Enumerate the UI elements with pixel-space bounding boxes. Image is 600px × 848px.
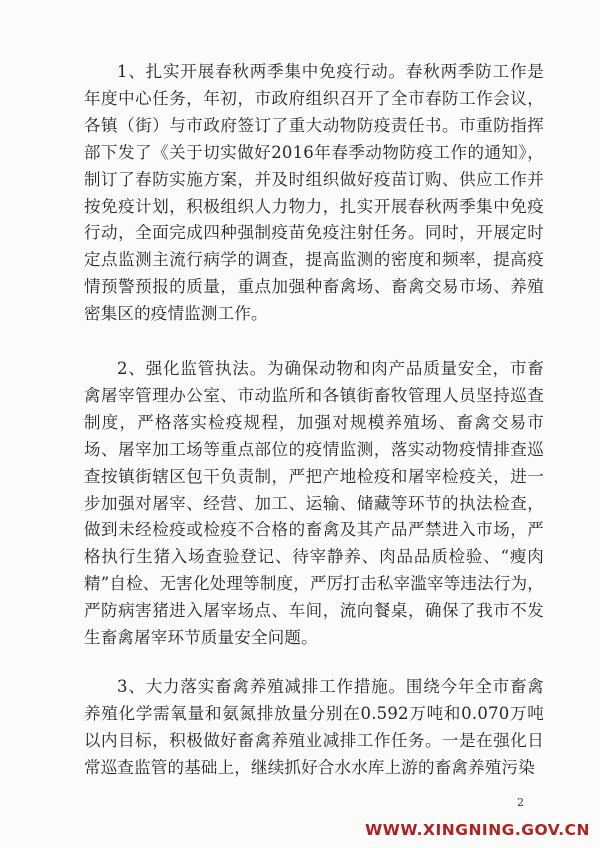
paragraph-3: 3、大力落实畜禽养殖减排工作措施。围绕今年全市畜禽养殖化学需氧量和氨氮排放量分别在0.592万吨和0.070万吨以内目标，积极做好畜禽养殖业减排工作任务。一是在强化日常巡查监管的基础上，继续抓好合水水库上游的畜禽养殖污染: [84, 677, 544, 777]
paragraph-1: 1、扎实开展春秋两季集中免疫行动。春秋两季防工作是年度中心任务，年初，市政府组织召开了全市春防工作会议，各镇（街）与市政府签订了重大动物防疫责任书。市重防指挥部下发了《关于切实做好2016年春季动物防疫工作的通知》，制订了春防实施方案，并及时组织做好疫苗订购、供应工作并按免疫计划，积极组织人力物力，扎实开展春秋两季集中免疫行动，全面完成四种强制疫苗免疫注射任务。同时，开展定时定点监测主流行病学的调查，提高监测的密度和频率，提高疫情预警预报的质量，重点加强种畜禽场、畜禽交易市场、养殖密集区的疫情监测工作。: [84, 62, 544, 324]
website-watermark: WWW.XINGNING.GOV.CN: [365, 821, 590, 839]
page-number: 2: [517, 796, 524, 809]
paragraph-2: 2、强化监管执法。为确保动物和肉产品质量安全，市畜禽屠宰管理办公室、市动监所和各镇街畜牧管理人员坚持巡查制度，严格落实检疫规程，加强对规模养殖场、畜禽交易市场、屠宰加工场等重点部位的疫情监测，落实动物疫情排查巡查按镇街辖区包干负责制，严把产地检疫和屠宰检疫关，进一步加强对屠宰、经营、加工、运输、储藏等环节的执法检查，做到未经检疫或检疫不合格的畜禽及其产品严禁进入市场，严格执行生猪入场查验登记、待宰静养、肉品品质检验、“瘦肉精”自检、无害化处理等制度，严厉打击私宰滥宰等违法行为，严防病害猪进入屠宰场点、车间，流向餐桌，确保了我市不发生畜禽屠宰环节质量安全问题。: [84, 359, 544, 648]
